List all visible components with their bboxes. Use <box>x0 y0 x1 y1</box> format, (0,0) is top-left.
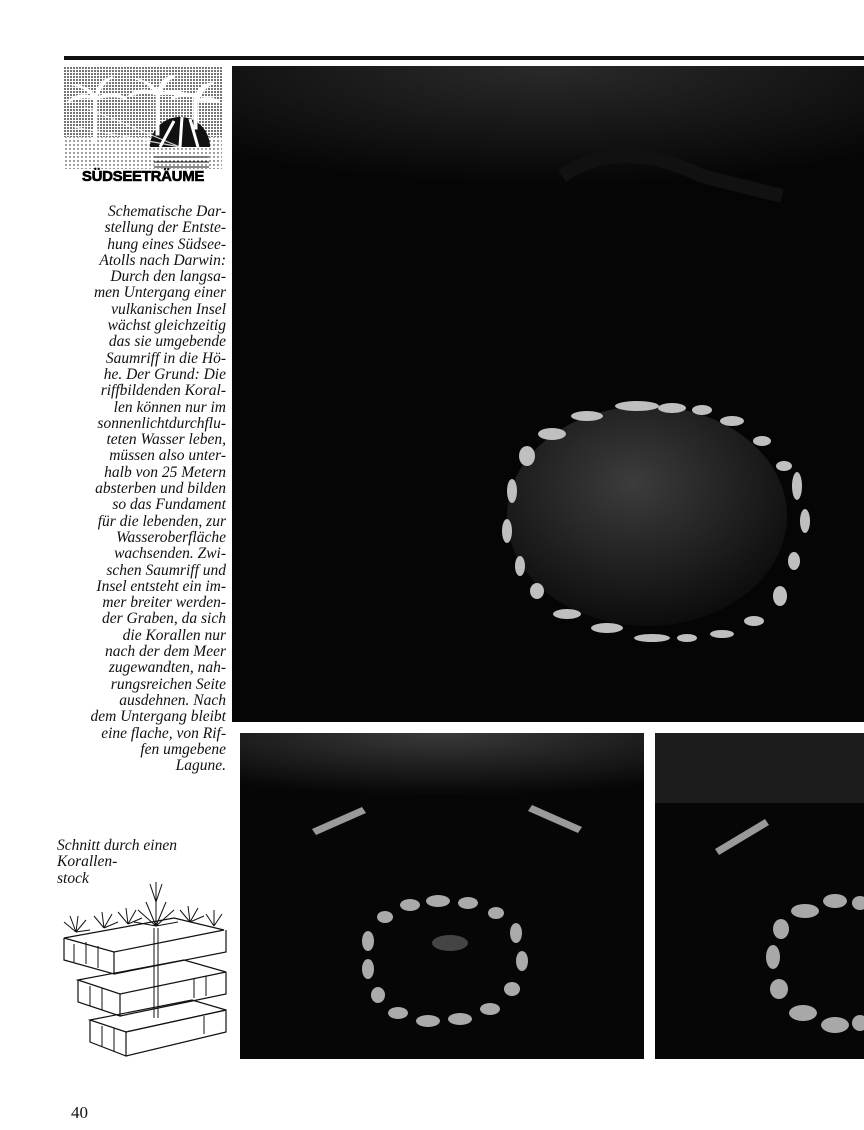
caption-line: müssen also unter- <box>109 447 226 465</box>
caption-line: ausdehnen. Nach <box>119 691 226 709</box>
logo-title: SÜDSEETRÄUME <box>64 169 222 185</box>
caption-line: Schematische Dar- <box>107 203 226 220</box>
caption-line: nach der dem Meer <box>105 643 226 661</box>
caption-line: für die lebenden, zur <box>97 512 226 530</box>
caption-line: Atolls nach Darwin: <box>99 251 226 269</box>
caption-line: riffbildenden Koral- <box>100 382 226 400</box>
caption-line: Lagune. <box>175 757 226 775</box>
caption-line: stellung der Entste- <box>104 219 226 237</box>
caption-line: Saumriff in die Hö- <box>105 349 226 367</box>
caption-line: sonnenlichtdurchflu- <box>97 414 226 432</box>
caption-line: rungsreichen Seite <box>110 675 226 693</box>
caption-line: teten Wasser leben, <box>106 431 226 449</box>
caption-line: die Korallen nur <box>122 626 226 644</box>
atoll-diorama-photo-left <box>240 733 644 1059</box>
caption-line: das sie umgebende <box>108 333 226 351</box>
caption-line: Wasseroberfläche <box>116 528 226 546</box>
coral-caption-line: stock <box>57 869 89 887</box>
caption-line: fen umgebene <box>140 740 226 758</box>
caption-line: absterben und bilden <box>95 480 226 498</box>
section-logo <box>64 67 222 185</box>
coral-caption-line: Schnitt durch einen <box>57 837 177 854</box>
caption-line: wachsenden. Zwi- <box>114 545 226 563</box>
caption-line: so das Fundament <box>112 496 226 514</box>
caption-line: halb von 25 Metern <box>104 463 226 481</box>
caption-line: dem Untergang bleibt <box>90 708 226 726</box>
atoll-diorama-photo-main <box>232 66 864 722</box>
palm-island-logo-art <box>64 67 222 175</box>
caption-line: zugewandten, nah- <box>108 659 226 677</box>
caption-line: he. Der Grund: Die <box>103 365 226 383</box>
caption-line: hung eines Südsee- <box>107 235 226 253</box>
caption-line: der Graben, da sich <box>102 610 226 628</box>
coral-cross-section-drawing <box>54 868 230 1060</box>
atoll-diorama-photo-right <box>655 733 864 1059</box>
caption-line: mer breiter werden- <box>102 594 226 612</box>
caption-line: schen Saumriff und <box>106 561 226 579</box>
caption-line: wächst gleichzeitig <box>107 317 226 335</box>
atoll-caption <box>56 204 226 774</box>
caption-line: vulkanischen Insel <box>111 300 226 318</box>
page-number: 40 <box>71 1103 88 1122</box>
caption-line: Durch den langsa- <box>110 268 226 286</box>
coral-caption-line: Korallen- <box>57 853 118 871</box>
caption-line: Insel entsteht ein im- <box>96 577 226 595</box>
caption-line: eine flache, von Rif- <box>101 724 226 742</box>
caption-line: men Untergang einer <box>93 284 226 302</box>
top-rule <box>64 56 864 60</box>
caption-line: len können nur im <box>113 398 226 416</box>
